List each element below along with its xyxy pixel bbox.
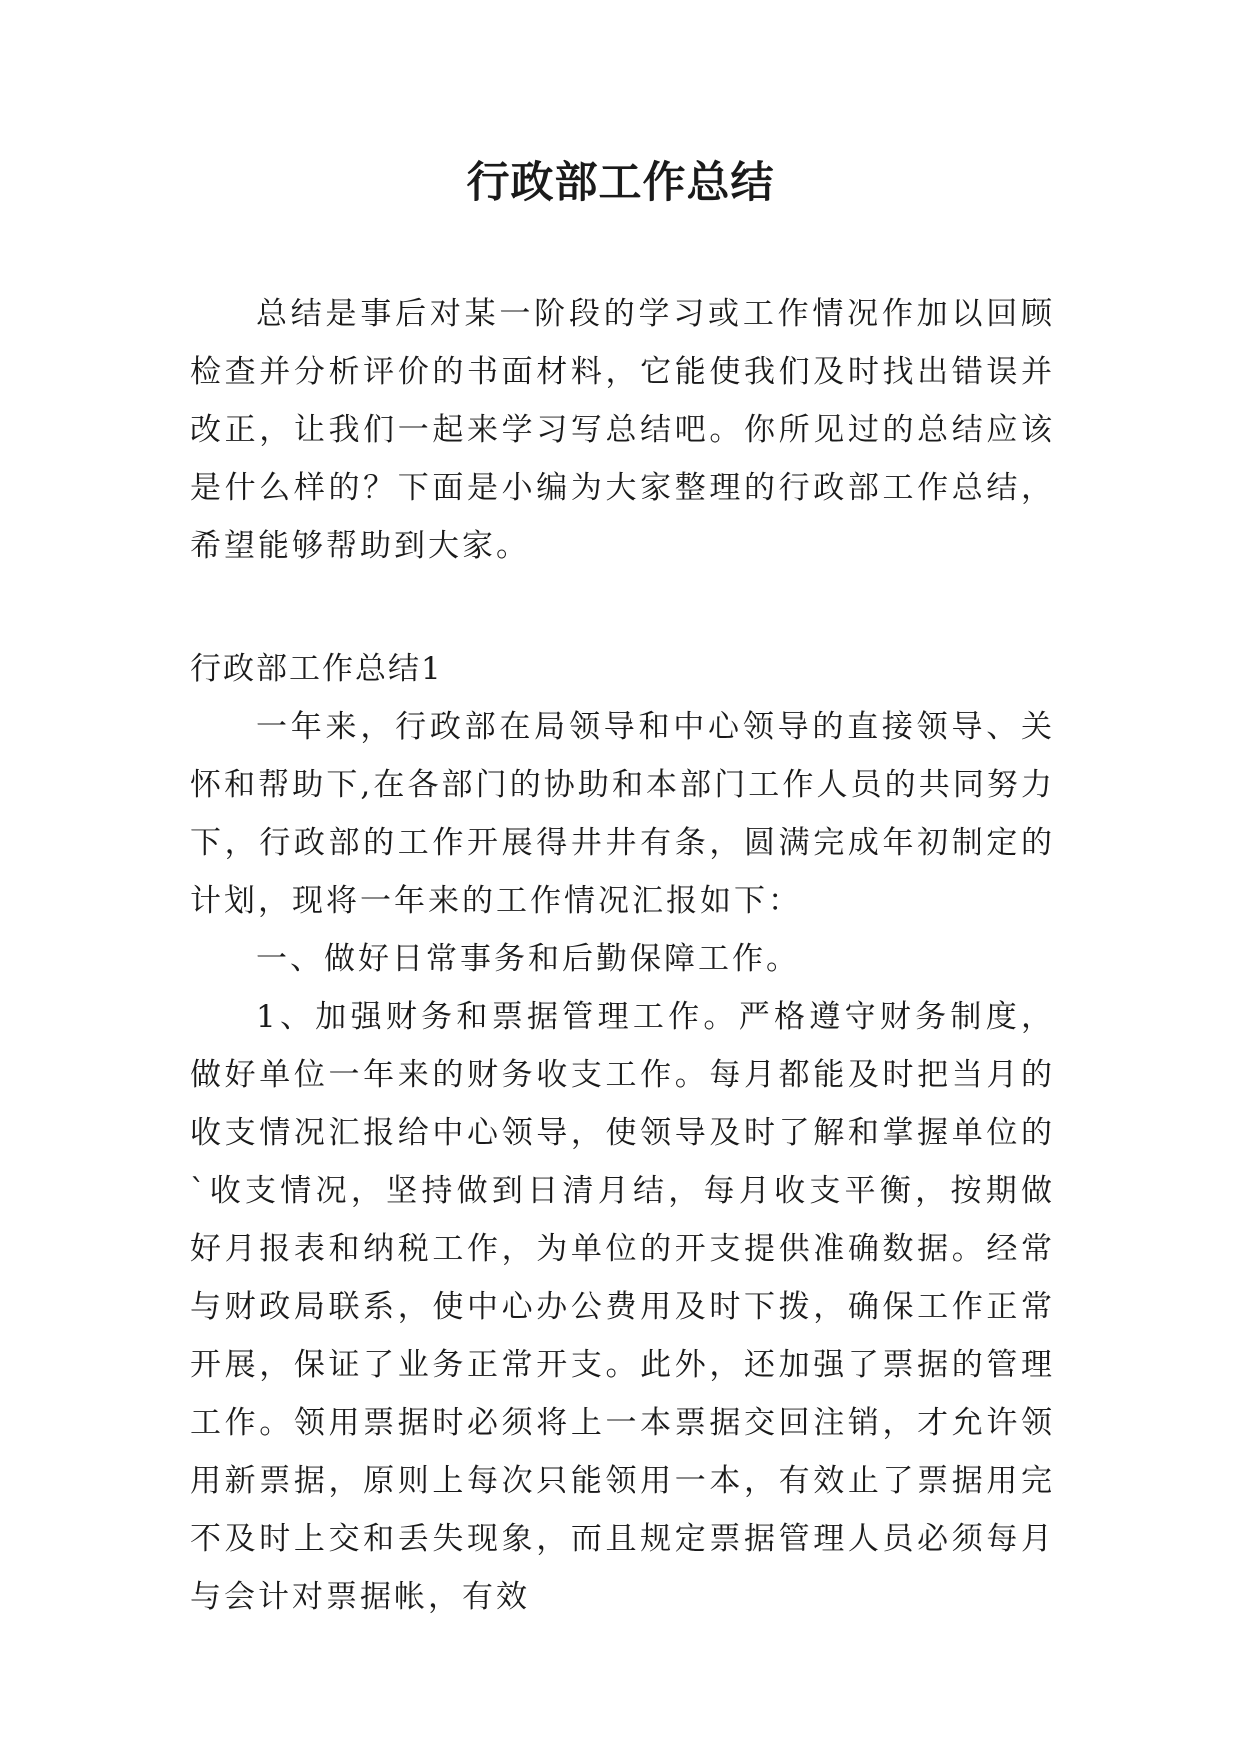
section-heading: 行政部工作总结1 — [190, 651, 443, 687]
paragraph: 1、加强财务和票据管理工作。严格遵守财务制度，做好单位一年来的财务收支工作。每月都能及时把当月的收支情况汇报给中心领导，使领导及时了解和掌握单位的`收支情况，坚持做到日清月结，每月收支平衡，按期做好月报表和纳税工作，为单位的开支提供准确数据。经常与财政局联系，使中心办公费用及时下拨，确保工作正常开展，保证了业务正常开支。此外，还加强了票据的管理工作。领用票据时必须将上一本票据交回注销，才允许领用新票据，原则上每次只能领用一本，有效止了票据用完不及时上交和丢失现象，而且规定票据管理人员必须每月与会计对票据帐，有效 — [190, 999, 1055, 1615]
intro-paragraph: 总结是事后对某一阶段的学习或工作情况作加以回顾检查并分析评价的书面材料，它能使我们及时找出错误并改正，让我们一起来学习写总结吧。你所见过的总结应该是什么样的？下面是小编为大家整理的行政部工作总结，希望能够帮助到大家。 — [190, 296, 1055, 564]
section-body — [190, 698, 1055, 1626]
document-title: 行政部工作总结 — [466, 158, 775, 208]
paragraph: 一年来，行政部在局领导和中心领导的直接领导、关怀和帮助下,在各部门的协助和本部门工作人员的共同努力下，行政部的工作开展得井井有条，圆满完成年初制定的计划，现将一年来的工作情况汇报如下： — [190, 709, 1055, 919]
paragraph: 一、做好日常事务和后勤保障工作。 — [256, 941, 800, 977]
